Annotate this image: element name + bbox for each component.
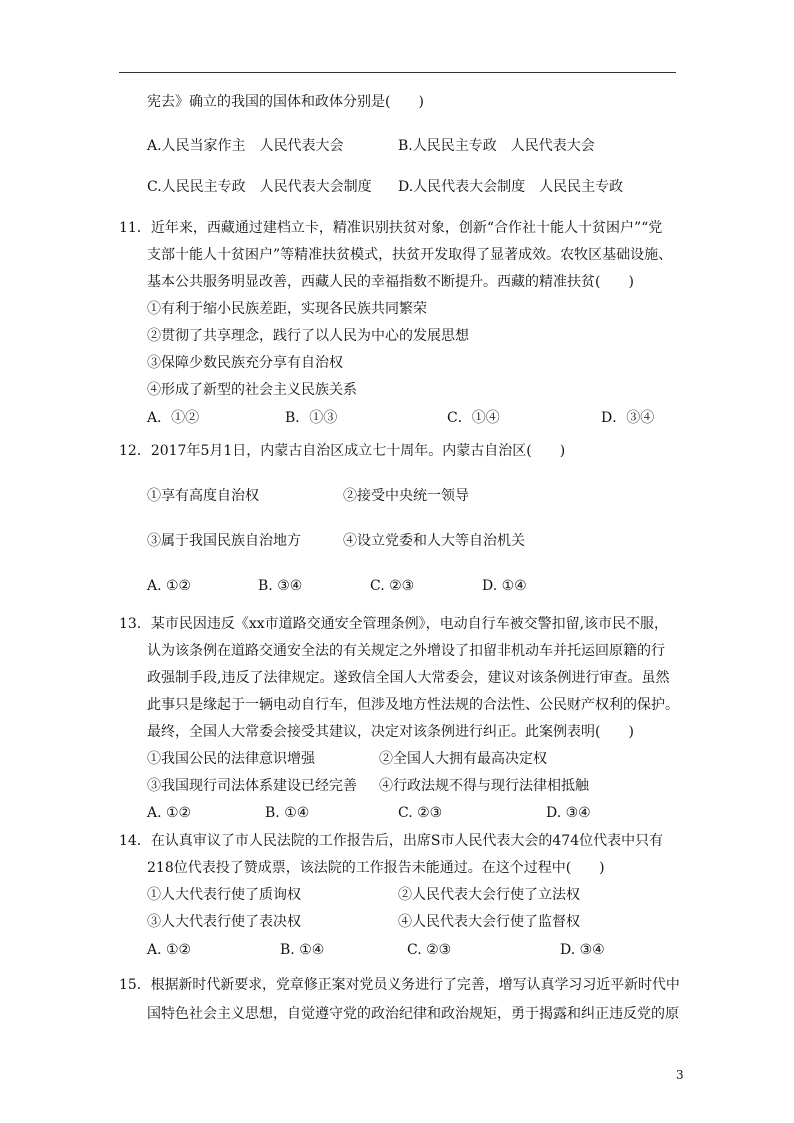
q14-statement-1: ①人大代表行使了质询权 bbox=[147, 887, 301, 903]
q14-statement-2: ②人民代表大会行使了立法权 bbox=[398, 887, 580, 903]
q10-option-c: C.人民民主专政 人民代表大会制度 bbox=[147, 179, 372, 195]
q10-option-b: B.人民民主专政 人民代表大会 bbox=[398, 138, 595, 154]
q13-stem-line4: 此事只是缘起于一辆电动自行车，但涉及地方性法规的合法性、公民财产权利的保护。 bbox=[147, 697, 679, 713]
q11-option-c: C．①④ bbox=[447, 410, 500, 426]
q14-option-a: A. ①② bbox=[147, 942, 192, 958]
q12-statement-1: ①享有高度自治权 bbox=[147, 488, 259, 504]
q11-option-d: D．③④ bbox=[601, 410, 655, 426]
q12-option-a: A. ①② bbox=[147, 578, 192, 594]
q11-statement-3: ③保障少数民族充分享有自治权 bbox=[147, 355, 343, 371]
q13-statement-3: ③我国现行司法体系建设已经完善 bbox=[147, 778, 357, 794]
q11-stem-line3: 基本公共服务明显改善，西藏人民的幸福指数不断提升。西藏的精准扶贫( ) bbox=[147, 274, 634, 290]
q12-statement-2: ②接受中央统一领导 bbox=[343, 488, 469, 504]
q10-option-d: D.人民代表大会制度 人民民主专政 bbox=[398, 179, 624, 195]
q14-option-b: B. ①④ bbox=[280, 942, 325, 958]
q13-statement-4: ④行政法规不得与现行法律相抵触 bbox=[379, 778, 589, 794]
q13-stem-line2: 认为该条例在道路交通安全法的有关规定之外增设了扣留非机动车并托运回原籍的行 bbox=[147, 643, 665, 659]
q11-option-a: A．①② bbox=[147, 410, 200, 426]
q12-option-d: D. ①④ bbox=[482, 578, 527, 594]
q12-statement-4: ④设立党委和人大等自治机关 bbox=[343, 533, 525, 549]
page-number: 3 bbox=[676, 1068, 684, 1082]
q12-option-c: C. ②③ bbox=[370, 578, 415, 594]
q13-option-d: D. ③④ bbox=[546, 805, 591, 821]
q13-statement-1: ①我国公民的法律意识增强 bbox=[147, 751, 315, 767]
q11-option-b: B．①③ bbox=[285, 410, 338, 426]
q14-option-c: C. ②③ bbox=[407, 942, 452, 958]
q14-statement-3: ③人大代表行使了表决权 bbox=[147, 914, 301, 930]
q10-stem: 宪去》确立的我国的国体和政体分别是( ) bbox=[147, 94, 424, 110]
q13-option-c: C. ②③ bbox=[398, 805, 443, 821]
q10-option-a: A.人民当家作主 人民代表大会 bbox=[147, 138, 344, 154]
q11-stem-line2: 支部十能人十贫困户”等精准扶贫模式，扶贫开发取得了显著成效。农牧区基础设施、 bbox=[147, 247, 673, 263]
q11-stem-line1: 11．近年来，西藏通过建档立卡，精准识别扶贫对象，创新“合作社十能人十贫困户”“党 bbox=[119, 220, 663, 236]
q13-stem-line1: 13．某市民因违反《xx市道路交通安全管理条例》，电动自行车被交警扣留,该市民不服， bbox=[119, 616, 669, 632]
q12-stem: 12．2017年5月1日，内蒙古自治区成立七十周年。内蒙古自治区( ) bbox=[119, 443, 566, 459]
q12-option-b: B. ③④ bbox=[258, 578, 303, 594]
q14-option-d: D. ③④ bbox=[560, 942, 605, 958]
q13-statement-2: ②全国人大拥有最高决定权 bbox=[379, 751, 547, 767]
q14-stem-line1: 14．在认真审议了市人民法院的工作报告后，出席S市人民代表大会的474位代表中只有 bbox=[119, 833, 664, 849]
q15-stem-line2: 国特色社会主义思想，自觉遵守党的政治纪律和政治规矩，勇于揭露和纠正违反党的原 bbox=[147, 1006, 679, 1022]
header-rule bbox=[119, 72, 676, 73]
q11-statement-2: ②贯彻了共享理念，践行了以人民为中心的发展思想 bbox=[147, 328, 469, 344]
q13-stem-line3: 政强制手段,违反了法律规定。遂致信全国人大常委会，建议对该条例进行审查。虽然 bbox=[147, 670, 670, 686]
q11-statement-1: ①有利于缩小民族差距，实现各民族共同繁荣 bbox=[147, 301, 427, 317]
q13-option-a: A. ①② bbox=[147, 805, 192, 821]
q12-statement-3: ③属于我国民族自治地方 bbox=[147, 533, 301, 549]
q14-stem-line2: 218位代表投了赞成票，该法院的工作报告未能通过。在这个过程中( ) bbox=[147, 860, 605, 876]
q15-stem-line1: 15．根据新时代新要求，党章修正案对党员义务进行了完善，增写认真学习习近平新时代中 bbox=[119, 977, 680, 993]
q11-statement-4: ④形成了新型的社会主义民族关系 bbox=[147, 382, 357, 398]
q14-statement-4: ④人民代表大会行使了监督权 bbox=[398, 914, 580, 930]
q13-stem-line5: 最终，全国人大常委会接受其建议，决定对该条例进行纠正。此案例表明( ) bbox=[147, 724, 634, 740]
q13-option-b: B. ①④ bbox=[265, 805, 310, 821]
